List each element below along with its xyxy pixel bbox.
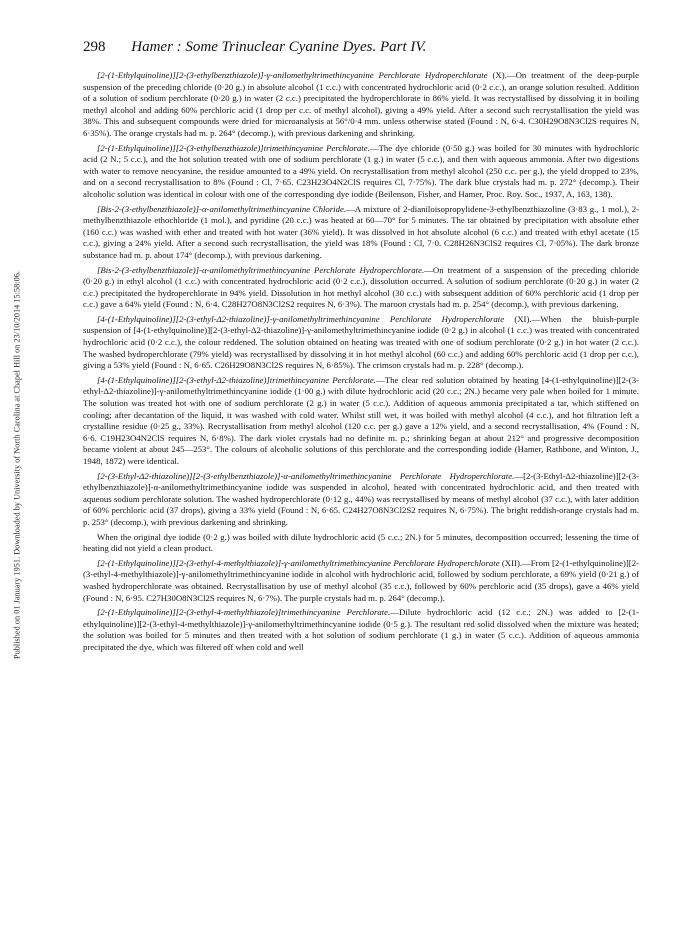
paragraph-text: (XI).—When the bluish-purple suspension of [4-(1-ethylquinoline)][2-(3-ethyl-Δ2-thiazoline)]-γ-anilomethyltrimethincyanine iodide (0·2 g.) in alcohol (1 c.c.) was treated with concentrated hydrochloric acid (0·2 c.c.), the colour reddened. The solution obtained on heating was treated with one of sodium perchlorate (0·2 g.) in hot water (2 c.c.). The washed hydroperchlorate (79% yield) was recrystallised by dissolving it in hot methyl alcohol (60 c.c.) and adding 60% perchloric acid (1 drop per c.c.), giving a 53% yield (Found : N, 6·65. C26H29O8N3Cl2S requires N, 6·85%). The crimson crystals had m. p. 228° (decomp.). — [83, 313, 639, 371]
page-header — [83, 39, 426, 56]
download-notice-text: Published on 01 January 1951. Downloaded by University of North Carolina at Chapel Hill on 23/10/2014 15:58:06. — [12, 270, 22, 660]
paragraph-heading: [2-(1-Ethylquinoline)][2-(3-ethyl-4-methylthiazole)]-γ-anilomethyltrimethincyanine Perchlorate Hydroperchlorate — [97, 557, 500, 568]
paragraph — [83, 265, 639, 311]
paragraph-text: —[2-(3-Ethyl-Δ2-thiazoline)][2-(3-ethylbenzthiazole)]-α-anilomethyltrimethincyanine iodide was suspended in alcohol, heated with concentrated hydrochloric acid, and then treated with aqueous sodium perchlorate solution. The washed hydroperchlorate (0·12 g., 44%) was recrystallised by means of methyl alcohol (37 c.c.), with later addition of 60% perchloric acid (37 drops), giving a 33% yield (Found : N, 6·65. C24H27O8N3Cl2S2 requires N, 6·75%). The bright reddish-orange crystals had m. p. 253° (decomp.), with previous darkening and shrinking. — [83, 470, 639, 527]
paragraph — [83, 204, 639, 262]
paragraph-heading: [2-(3-Ethyl-Δ2-thiazoline)][2-(3-ethylbenzthiazole)]-α-anilomethyltrimethincyanine Perchlorate Hydroperchlorate. — [97, 470, 515, 481]
article-body — [83, 70, 639, 654]
paragraph-text: (X).—On treatment of the deep-purple suspension of the preceding chloride (0·20 g.) in absolute alcohol (1 c.c.) with concentrated hydrochloric acid (0·2 c.c.), an orange solution resulted. Addition of a solution of sodium perchlorate (0·20 g.) in water (2 c.c.) precipitated the hydroperchlorate in 86% yield. It was recrystallised by dissolving it in boiling methyl alcohol and adding 60% perchloric acid (1 drop per c.c. of methyl alcohol), giving a 49% yield. After a second such recrystallisation the yield was 38%. This and subsequent compounds were dried for microanalysis at 56°/0·4 mm. unless otherwise stated (Found : N, 6·4. C30H29O8N3Cl2S requires N, 6·35%). The orange crystals had m. p. 264° (decomp.), with previous darkening and shrinking. — [83, 70, 639, 138]
paragraph — [83, 532, 639, 555]
paragraph-text: —The clear red solution obtained by heating [4-(1-ethylquinoline)][2-(3-ethyl-Δ2-thiazoline)]-γ-anilomethyltrimethincyanine iodide (1·00 g.) with dilute hydrochloric acid (20 c.c.; 2N.) became very pale when boiled for 1 minute. The solution was treated hot with one of sodium perchlorate (2 g.) in water (5 c.c.). Addition of aqueous ammonia precipitated a tar, which stiffened on cooling; after decantation of the liquid, it was washed with cold water. Whilst still wet, it was boiled with methyl alcohol (4 c.c.), and hot filtration left a crystalline residue (0·25 g., 33%). Recrystallisation from methyl alcohol (120 c.c. per g.) gave a 12% yield, and a second recrystallisation, 4% (Found : N, 6·6. C19H23O4N2ClS requires N, 6·8%). The dark violet crystals had no definite m. p.; shrinking began at about 212° and progressive decomposition became violent at about 245—253°. The colours of alcoholic solutions of this perchlorate and the corresponding iodide (Hamer, Rathbone, and Winton, J., 1948, 1872) were identical. — [83, 374, 639, 466]
paragraph-text: (XII).—From [2-(1-ethylquinoline)][2-(3-ethyl-4-methylthiazole)]-γ-anilomethyltrimethincyanine iodide in alcohol with hydrochloric acid, followed by sodium perchlorate, a 69% yield (0·21 g.) of washed hydroperchlorate was obtained. Recrystallisation by use of methyl alcohol (35 c.c.), followed by 60% perchloric acid (35 drops), gave a 46% yield (Found : N, 6·95. C27H30O8N3Cl2S requires N, 6·7%). The purple crystals had m. p. 264° (decomp.). — [83, 557, 640, 603]
paragraph-text: —On treatment of a suspension of the preceding chloride (0·20 g.) in ethyl alcohol (1 c.c.) with concentrated hydrochloric acid (0·2 c.c.), dissolution occurred. A solution of sodium perchlorate (0·20 g.) in water (2 c.c.) precipitated the hydroperchlorate in 94% yield. Dissolution in hot methyl alcohol (30 c.c.) with subsequent addition of 60% perchloric acid (1 drop per c.c.) gave a 64% yield (Found : N, 6·4. C28H27O8N3Cl2S2 requires N, 6·3%). The maroon crystals had m. p. 254° (decomp.), with previous darkening. — [83, 264, 639, 310]
paragraph-heading: [2-(1-Ethylquinoline)][2-(3-ethylbenzthiazole)]-γ-anilomethyltrimethincyanine Perchlorate Hydroperchlorate — [97, 70, 488, 80]
paragraph — [83, 143, 639, 201]
paragraph — [83, 375, 639, 468]
paragraph — [83, 607, 639, 653]
paragraph — [83, 70, 639, 140]
download-notice — [8, 85, 26, 845]
paragraph-heading: [Bis-2-(3-ethylbenzthiazole)]-α-anilomethyltrimethincyanine Perchlorate Hydroperchlorate. — [97, 264, 425, 275]
paragraph-text: —A mixture of 2-dianiloisopropylidene-3-ethylbenzthiazoline (3·83 g., 1 mol.), 2-methylbenzthiazole ethochloride (1 mol.), and pyridine (20 c.c.) was heated at 60—70° for 5 minutes. The tar obtained by precipitation with absolute ether (160 c.c.) was washed with ether and treated with hot water (36% yield). It was dissolved in hot absolute alcohol (6 c.c.) and treated with ethyl acetate (15 c.c.), giving a 24% yield. After a second such recrystallisation, the yield was 18% (Found : Cl, 7·0. C28H26N3ClS2 requires Cl, 7·05%). The dark bronze substance had m. p. about 174° (decomp.), with previous darkening. — [83, 203, 639, 260]
paragraph-text: —The dye chloride (0·50 g.) was boiled for 30 minutes with hydrochloric acid (2 N.; 5 c.c.), and the hot solution treated with one of sodium perchlorate (1 g.) in water (5 c.c.), and then with aqueous ammonia. After two digestions with water to remove neocyanine, the residue amounted to a 49% yield. On recrystallisation from methyl alcohol (250 c.c. per g.), the yield dropped to 23%, and on a second recrystallisation to 8% (Found : Cl, 7·65. C23H23O4N2ClS requires Cl, 7·75%). The dark blue crystals had m. p. 272° (decomp.). Their alcoholic solution was identical in colour with one of the corresponding dye iodide (Beilenson, Fisher, and Hamer, Proc. Roy. Soc., 1937, A, 163, 138). — [83, 142, 639, 199]
paragraph-heading: [2-(1-Ethylquinoline)][2-(3-ethyl-4-methylthiazole)]trimethincyanine Perchlorate. — [97, 607, 391, 618]
paragraph-heading: [4-(1-Ethylquinoline)][2-(3-ethyl-Δ2-thiazoline)]-γ-anilomethyltrimethincyanine Perchlorate Hydroperchlorate — [97, 313, 505, 324]
paragraph-text: When the original dye iodide (0·2 g.) was boiled with dilute hydrochloric acid (5 c.c.; 2N.) for 5 minutes, decomposition occurred; lessening the time of heating did not yield a clean product. — [83, 531, 639, 554]
paragraph-heading: [4-(1-Ethylquinoline)][2-(3-ethyl-Δ2-thiazoline)]trimethincyanine Perchlorate. — [97, 374, 376, 385]
page-number: 298 — [83, 39, 106, 55]
running-title: Hamer : Some Trinuclear Cyanine Dyes. Part IV. — [131, 39, 427, 55]
paragraph-text: —Dilute hydrochloric acid (12 c.c.; 2N.) was added to [2-(1-ethylquinoline)][2-(3-ethyl-4-methylthiazole)]-γ-anilomethyltrimethincyanine iodide (0·5 g.). The resultant red solid dissolved when the mixture was heated; the solution was boiled for 5 minutes and then treated with a hot solution of sodium perchlorate (1 g.) in water (5 c.c.). Addition of aqueous ammonia precipitated the dye, which was filtered off when cold and well — [83, 607, 639, 652]
paragraph — [83, 558, 639, 604]
paragraph-heading: [Bis-2-(3-ethylbenzthiazole)]-α-anilomethyltrimethincyanine Chloride. — [97, 203, 347, 214]
paragraph — [83, 471, 639, 529]
paragraph-heading: [2-(1-Ethylquinoline)][2-(3-ethylbenzthiazole)]trimethincyanine Perchlorate. — [97, 142, 370, 153]
paragraph — [83, 314, 639, 372]
